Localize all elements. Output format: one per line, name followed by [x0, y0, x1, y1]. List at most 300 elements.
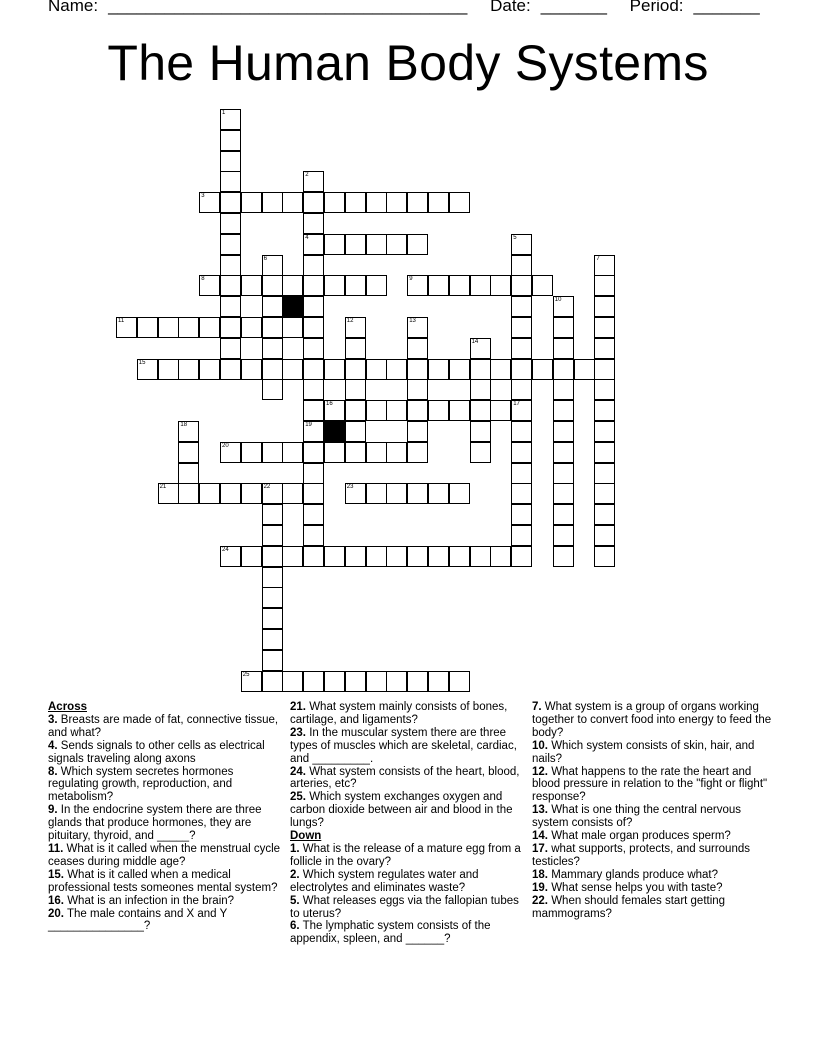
across-heading: Across: [48, 701, 87, 713]
clue-text: Mammary glands produce what?: [548, 868, 719, 881]
clue-number: 10: [554, 297, 562, 304]
grid-cell[interactable]: [303, 275, 324, 296]
grid-cell[interactable]: [386, 359, 407, 380]
clue-text: Which system secretes hormones regulating growth, reproduction, and metabolism?: [48, 765, 234, 804]
grid-cell[interactable]: [407, 338, 428, 359]
grid-cell[interactable]: [345, 442, 366, 463]
grid-cell[interactable]: [511, 234, 532, 255]
grid-cell[interactable]: [407, 483, 428, 504]
grid-cell[interactable]: [220, 130, 241, 151]
grid-cell[interactable]: [345, 192, 366, 213]
grid-cell[interactable]: [282, 192, 303, 213]
grid-cell[interactable]: [262, 525, 283, 546]
clue-item: [290, 869, 526, 895]
clue-number: 13: [409, 318, 416, 324]
clue-text: Which system exchanges oxygen and carbon dioxide between air and blood in the lungs?: [290, 791, 513, 830]
grid-cell[interactable]: [282, 442, 303, 463]
clue-number: 8: [201, 276, 205, 283]
grid-cell[interactable]: [470, 400, 491, 421]
grid-cell[interactable]: [407, 442, 428, 463]
grid-cell[interactable]: [345, 400, 366, 421]
grid-cell[interactable]: [345, 671, 366, 692]
clue-text: What system is a group of organs working together to convert food into energy to feed the body?: [532, 701, 772, 739]
grid-cell[interactable]: [553, 400, 574, 421]
clue-number-label: 12.: [532, 765, 548, 778]
clue-text: Sends signals to other cells as electrical signals traveling along axons: [48, 739, 265, 765]
grid-cell[interactable]: [324, 442, 345, 463]
grid-cell[interactable]: [407, 671, 428, 692]
grid-cell[interactable]: [116, 317, 137, 338]
grid-cell[interactable]: [366, 442, 387, 463]
clue-item: [48, 843, 284, 869]
grid-cell[interactable]: [553, 546, 574, 567]
grid-cell[interactable]: [303, 213, 324, 234]
clue-item: [48, 869, 284, 895]
clue-number-label: 3.: [48, 713, 58, 726]
grid-cell[interactable]: [449, 359, 470, 380]
grid-cell[interactable]: [199, 275, 220, 296]
grid-cell[interactable]: [220, 546, 241, 567]
grid-cell[interactable]: [407, 192, 428, 213]
clue-item: [532, 895, 772, 921]
grid-cell[interactable]: [241, 275, 262, 296]
grid-cell[interactable]: [366, 400, 387, 421]
clue-item: [48, 804, 284, 843]
grid-cell[interactable]: [303, 463, 324, 484]
clues-column-1: [48, 701, 284, 933]
grid-cell[interactable]: [594, 525, 615, 546]
clue-number-label: 14.: [532, 830, 548, 843]
grid-cell[interactable]: [594, 504, 615, 525]
grid-cell[interactable]: [262, 379, 283, 400]
grid-cell[interactable]: [241, 359, 262, 380]
clue-number: 5: [513, 234, 517, 241]
grid-cell[interactable]: [553, 338, 574, 359]
grid-cell[interactable]: [324, 234, 345, 255]
grid-cell[interactable]: [303, 338, 324, 359]
clue-number: 21: [159, 484, 167, 491]
grid-cell[interactable]: [220, 255, 241, 276]
grid-cell[interactable]: [490, 546, 511, 567]
grid-cell[interactable]: [345, 483, 366, 504]
grid-cell[interactable]: [345, 546, 366, 567]
clue-item: [532, 766, 772, 805]
grid-cell[interactable]: [241, 671, 262, 692]
clue-number-label: 1.: [290, 842, 300, 855]
grid-cell[interactable]: [407, 234, 428, 255]
grid-cell[interactable]: [594, 359, 615, 380]
grid-cell[interactable]: [407, 379, 428, 400]
grid-cell[interactable]: [345, 275, 366, 296]
grid-cell[interactable]: [220, 359, 241, 380]
grid-cell[interactable]: [470, 421, 491, 442]
grid-cell[interactable]: [345, 234, 366, 255]
grid-cell[interactable]: [345, 317, 366, 338]
grid-cell[interactable]: [220, 234, 241, 255]
grid-cell[interactable]: [199, 359, 220, 380]
grid-cell[interactable]: [407, 359, 428, 380]
grid-cell[interactable]: [553, 296, 574, 317]
clue-text: What is an infection in the brain?: [64, 894, 235, 907]
grid-cell[interactable]: [449, 275, 470, 296]
grid-cell[interactable]: [366, 359, 387, 380]
grid-cell[interactable]: [511, 546, 532, 567]
grid-cell[interactable]: [407, 421, 428, 442]
clue-number-label: 6.: [290, 920, 300, 933]
black-cell: [282, 296, 303, 317]
grid-cell[interactable]: [470, 442, 491, 463]
grid-cell[interactable]: [303, 504, 324, 525]
grid-cell[interactable]: [262, 504, 283, 525]
grid-cell[interactable]: [594, 463, 615, 484]
grid-cell[interactable]: [303, 296, 324, 317]
clue-text: What releases eggs via the fallopian tubes to uterus?: [290, 894, 519, 920]
clue-item: [290, 766, 526, 792]
clue-item: [532, 830, 772, 843]
grid-cell[interactable]: [511, 483, 532, 504]
grid-cell[interactable]: [158, 359, 179, 380]
grid-cell[interactable]: [553, 463, 574, 484]
grid-cell[interactable]: [345, 421, 366, 442]
grid-cell[interactable]: [199, 483, 220, 504]
grid-cell[interactable]: [282, 275, 303, 296]
grid-cell[interactable]: [594, 483, 615, 504]
grid-cell[interactable]: [282, 359, 303, 380]
grid-cell[interactable]: [220, 317, 241, 338]
grid-cell[interactable]: [386, 546, 407, 567]
grid-cell[interactable]: [324, 400, 345, 421]
grid-cell[interactable]: [511, 463, 532, 484]
grid-cell[interactable]: [594, 442, 615, 463]
clue-number: 11: [118, 318, 125, 324]
grid-cell[interactable]: [386, 483, 407, 504]
clue-number: 15: [138, 359, 146, 366]
clue-text: What is the release of a mature egg from a follicle in the ovary?: [290, 842, 521, 868]
grid-cell[interactable]: [262, 629, 283, 650]
clue-item: [48, 740, 284, 766]
grid-cell[interactable]: [220, 338, 241, 359]
grid-cell[interactable]: [428, 192, 449, 213]
clue-item: [290, 843, 526, 869]
grid-cell[interactable]: [511, 255, 532, 276]
grid-cell[interactable]: [386, 234, 407, 255]
date-blank[interactable]: _______: [540, 0, 607, 15]
grid-cell[interactable]: [303, 546, 324, 567]
grid-cell[interactable]: [178, 483, 199, 504]
clue-number-label: 9.: [48, 804, 58, 817]
grid-cell[interactable]: [262, 608, 283, 629]
grid-cell[interactable]: [303, 671, 324, 692]
grid-cell[interactable]: [282, 483, 303, 504]
grid-cell[interactable]: [220, 275, 241, 296]
grid-cell[interactable]: [574, 359, 595, 380]
grid-cell[interactable]: [262, 546, 283, 567]
grid-cell[interactable]: [511, 379, 532, 400]
grid-cell[interactable]: [511, 338, 532, 359]
grid-cell[interactable]: [428, 400, 449, 421]
grid-cell[interactable]: [407, 546, 428, 567]
grid-cell[interactable]: [303, 317, 324, 338]
grid-cell[interactable]: [262, 192, 283, 213]
grid-cell[interactable]: [345, 359, 366, 380]
clue-number-label: 8.: [48, 765, 58, 778]
grid-cell[interactable]: [262, 671, 283, 692]
grid-cell[interactable]: [470, 379, 491, 400]
grid-cell[interactable]: [262, 317, 283, 338]
grid-cell[interactable]: [428, 359, 449, 380]
clue-item: [532, 882, 772, 895]
clue-text: In the muscular system there are three types of muscles which are skeletal, cardiac, and _________.: [290, 726, 517, 765]
grid-cell[interactable]: [553, 421, 574, 442]
grid-cell[interactable]: [303, 379, 324, 400]
grid-cell[interactable]: [241, 546, 262, 567]
clue-number-label: 24.: [290, 765, 306, 778]
clue-item: [48, 766, 284, 805]
grid-cell[interactable]: [303, 400, 324, 421]
grid-cell[interactable]: [594, 421, 615, 442]
grid-cell[interactable]: [324, 546, 345, 567]
grid-cell[interactable]: [220, 151, 241, 172]
grid-cell[interactable]: [594, 400, 615, 421]
grid-cell[interactable]: [178, 359, 199, 380]
grid-cell[interactable]: [594, 296, 615, 317]
grid-cell[interactable]: [594, 255, 615, 276]
clue-number-label: 16.: [48, 894, 64, 907]
period-blank[interactable]: _______: [693, 0, 760, 15]
grid-cell[interactable]: [366, 671, 387, 692]
grid-cell[interactable]: [303, 171, 324, 192]
grid-cell[interactable]: [490, 400, 511, 421]
grid-cell[interactable]: [303, 525, 324, 546]
grid-cell[interactable]: [470, 275, 491, 296]
grid-cell[interactable]: [241, 317, 262, 338]
grid-cell[interactable]: [428, 275, 449, 296]
clue-number-label: 7.: [532, 701, 542, 713]
grid-cell[interactable]: [449, 483, 470, 504]
grid-cell[interactable]: [282, 317, 303, 338]
grid-cell[interactable]: [262, 275, 283, 296]
clue-text: The male contains and X and Y _______________?: [48, 907, 228, 933]
clue-number: 16: [326, 401, 333, 408]
grid-cell[interactable]: [511, 525, 532, 546]
clue-item: [532, 701, 772, 740]
grid-cell[interactable]: [511, 504, 532, 525]
grid-cell[interactable]: [594, 317, 615, 338]
clue-number-label: 21.: [290, 701, 306, 713]
grid-cell[interactable]: [220, 213, 241, 234]
grid-cell[interactable]: [345, 379, 366, 400]
grid-cell[interactable]: [303, 483, 324, 504]
clue-number-label: 22.: [532, 894, 548, 907]
grid-cell[interactable]: [178, 421, 199, 442]
clue-number: 22: [263, 484, 271, 491]
grid-cell[interactable]: [137, 359, 158, 380]
clue-text: What is it called when the menstrual cycle ceases during middle age?: [48, 842, 281, 868]
grid-cell[interactable]: [366, 546, 387, 567]
grid-cell[interactable]: [449, 192, 470, 213]
grid-cell[interactable]: [532, 359, 553, 380]
grid-cell[interactable]: [386, 671, 407, 692]
clue-number-label: 5.: [290, 894, 300, 907]
grid-cell[interactable]: [282, 671, 303, 692]
grid-cell[interactable]: [511, 421, 532, 442]
grid-cell[interactable]: [553, 504, 574, 525]
clue-item: [48, 895, 284, 908]
clue-text: Which system consists of skin, hair, and nails?: [532, 739, 755, 765]
grid-cell[interactable]: [366, 234, 387, 255]
grid-cell[interactable]: [553, 359, 574, 380]
grid-cell[interactable]: [262, 255, 283, 276]
clue-number-label: 10.: [532, 739, 548, 752]
clue-number-label: 20.: [48, 907, 64, 920]
grid-cell[interactable]: [449, 546, 470, 567]
grid-cell[interactable]: [262, 587, 283, 608]
grid-cell[interactable]: [303, 255, 324, 276]
grid-cell[interactable]: [303, 442, 324, 463]
clue-text: In the endocrine system there are three glands that produce hormones, they are pituitary, thyroid, and _____?: [48, 804, 262, 843]
grid-cell[interactable]: [428, 546, 449, 567]
grid-cell[interactable]: [241, 442, 262, 463]
clue-number: 12: [346, 318, 354, 324]
grid-cell[interactable]: [324, 275, 345, 296]
clue-item: [290, 920, 526, 946]
grid-cell[interactable]: [282, 546, 303, 567]
grid-cell[interactable]: [241, 192, 262, 213]
grid-cell[interactable]: [407, 317, 428, 338]
grid-cell[interactable]: [220, 192, 241, 213]
page-title: The Human Body Systems: [107, 35, 709, 91]
grid-cell[interactable]: [553, 442, 574, 463]
clue-number: 2: [305, 172, 309, 179]
grid-cell[interactable]: [220, 171, 241, 192]
grid-cell[interactable]: [366, 192, 387, 213]
clue-text: What happens to the rate the heart and blood pressure in relation to the "fight or flight" response?: [532, 765, 768, 804]
grid-cell[interactable]: [407, 275, 428, 296]
clue-number-label: 4.: [48, 739, 58, 752]
grid-cell[interactable]: [178, 317, 199, 338]
period-label: Period:: [629, 0, 684, 15]
name-blank[interactable]: ______________________________________: [108, 0, 468, 15]
clue-item: [532, 804, 772, 830]
grid-cell[interactable]: [262, 650, 283, 671]
clue-number: 24: [222, 546, 229, 553]
grid-cell[interactable]: [199, 192, 220, 213]
clue-number: 19: [305, 422, 312, 428]
grid-cell[interactable]: [470, 359, 491, 380]
clue-number: 18: [180, 422, 188, 428]
clue-number: 9: [409, 276, 413, 283]
clue-text: Breasts are made of fat, connective tissue, and what?: [48, 713, 279, 739]
grid-cell[interactable]: [470, 338, 491, 359]
grid-cell[interactable]: [490, 359, 511, 380]
grid-cell[interactable]: [262, 359, 283, 380]
grid-cell[interactable]: [262, 442, 283, 463]
grid-cell[interactable]: [386, 192, 407, 213]
clue-number-label: 23.: [290, 726, 306, 739]
clue-number-label: 17.: [532, 842, 548, 855]
grid-cell[interactable]: [241, 483, 262, 504]
grid-cell[interactable]: [220, 442, 241, 463]
grid-cell[interactable]: [345, 338, 366, 359]
clue-text: what supports, protects, and surrounds testicles?: [532, 842, 750, 868]
clue-number-label: 11.: [48, 842, 64, 855]
clue-number-label: 18.: [532, 868, 548, 881]
grid-cell[interactable]: [553, 483, 574, 504]
grid-cell[interactable]: [366, 275, 387, 296]
clue-item: [290, 727, 526, 766]
grid-cell[interactable]: [220, 483, 241, 504]
clue-text: What system consists of the heart, blood, arteries, etc?: [290, 765, 520, 791]
grid-cell[interactable]: [511, 442, 532, 463]
grid-cell[interactable]: [490, 275, 511, 296]
grid-cell[interactable]: [511, 400, 532, 421]
grid-cell[interactable]: [470, 546, 491, 567]
grid-cell[interactable]: [594, 546, 615, 567]
clue-number: 6: [263, 255, 267, 262]
clue-item: [532, 843, 772, 869]
grid-cell[interactable]: [553, 317, 574, 338]
grid-cell[interactable]: [262, 296, 283, 317]
grid-cell[interactable]: [553, 525, 574, 546]
clue-number: 3: [201, 193, 205, 200]
grid-cell[interactable]: [178, 463, 199, 484]
grid-cell[interactable]: [553, 379, 574, 400]
grid-cell[interactable]: [532, 275, 553, 296]
grid-cell[interactable]: [428, 483, 449, 504]
clue-text: What is one thing the central nervous system consists of?: [532, 804, 742, 830]
grid-cell[interactable]: [303, 192, 324, 213]
grid-cell[interactable]: [262, 338, 283, 359]
grid-cell[interactable]: [262, 567, 283, 588]
grid-cell[interactable]: [324, 359, 345, 380]
grid-cell[interactable]: [303, 234, 324, 255]
clue-number: 23: [346, 484, 354, 491]
grid-cell[interactable]: [594, 338, 615, 359]
grid-cell[interactable]: [324, 671, 345, 692]
grid-cell[interactable]: [594, 379, 615, 400]
clue-number-label: 13.: [532, 804, 548, 817]
grid-cell[interactable]: [511, 317, 532, 338]
grid-cell[interactable]: [199, 317, 220, 338]
grid-cell[interactable]: [178, 442, 199, 463]
grid-cell[interactable]: [366, 483, 387, 504]
grid-cell[interactable]: [407, 400, 428, 421]
grid-cell[interactable]: [220, 296, 241, 317]
grid-cell[interactable]: [386, 442, 407, 463]
grid-cell[interactable]: [449, 671, 470, 692]
grid-cell[interactable]: [511, 296, 532, 317]
clue-item: [532, 740, 772, 766]
grid-cell[interactable]: [303, 421, 324, 442]
grid-cell[interactable]: [386, 400, 407, 421]
grid-cell[interactable]: [428, 671, 449, 692]
clue-item: [290, 895, 526, 921]
grid-cell[interactable]: [220, 109, 241, 130]
name-label: Name:: [48, 0, 99, 15]
grid-cell[interactable]: [158, 483, 179, 504]
grid-cell[interactable]: [511, 275, 532, 296]
grid-cell[interactable]: [324, 192, 345, 213]
grid-cell[interactable]: [594, 275, 615, 296]
grid-cell[interactable]: [137, 317, 158, 338]
grid-cell[interactable]: [449, 400, 470, 421]
grid-cell[interactable]: [511, 359, 532, 380]
grid-cell[interactable]: [158, 317, 179, 338]
clue-text: What is it called when a medical professional tests someones mental system?: [48, 868, 278, 894]
grid-cell[interactable]: [303, 359, 324, 380]
clue-text: Which system regulates water and electrolytes and eliminates waste?: [290, 868, 479, 894]
grid-cell[interactable]: [262, 483, 283, 504]
